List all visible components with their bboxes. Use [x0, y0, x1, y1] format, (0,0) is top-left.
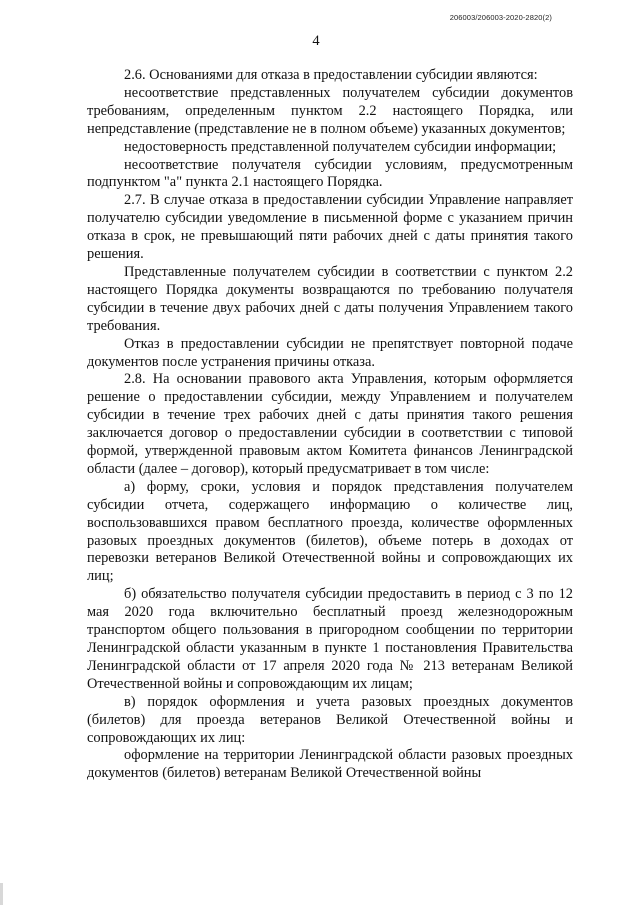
paragraph-refusal-ground-2: недостоверность представленной получателем субсидии информации;	[124, 138, 557, 155]
document-id: 206003/206003-2020-2820(2)	[449, 13, 552, 22]
paragraph-2-7: 2.7. В случае отказа в предоставлении субсидии Управление направляет получателю субсидии уведомление в письменной форме с указанием причин отказа в срок, не превышающий пяти рабочих дней с даты принятия такого решения.	[87, 192, 573, 263]
page-number: 4	[312, 33, 320, 49]
scan-edge-mark	[0, 883, 3, 905]
document-body	[87, 67, 573, 783]
paragraph-refusal-ground-1: несоответствие представленных получателем субсидии документов требованиям, определенным пунктом 2.2 настоящего Порядка, или непредставление (представление не в полном объеме) указанных документов;	[87, 84, 573, 137]
paragraph-item-b: б) обязательство получателя субсидии предоставить в период с 3 по 12 мая 2020 года включительно бесплатный проезд железнодорожным транспортом общего пользования в пригородном сообщении по территории Ленинградской области указанным в пункте 1 постановления Правительства Ленинградской области от 17 апреля 2020 года № 213 ветеранам Великой Отечественной войны и сопровождающим их лицам;	[87, 586, 573, 692]
paragraph-item-v: в) порядок оформления и учета разовых проездных документов (билетов) для проезда ветеранов Великой Отечественной войны и сопровождающих их лиц:	[87, 693, 573, 746]
paragraph-2-6-heading: 2.6. Основаниями для отказа в предоставлении субсидии являются:	[124, 67, 538, 83]
paragraph-documents-return: Представленные получателем субсидии в соответствии с пунктом 2.2 настоящего Порядка документы возвращаются по требованию получателя субсидии в течение двух рабочих дней с даты получения Управлением такого требования.	[87, 263, 573, 334]
paragraph-resubmission: Отказ в предоставлении субсидии не препятствует повторной подаче документов после устранения причины отказа.	[87, 335, 573, 370]
paragraph-2-8: 2.8. На основании правового акта Управления, которым оформляется решение о предоставлении субсидии, между Управлением и получателем субсидии в течение трех рабочих дней с даты принятия такого решения заключается договор о предоставлении субсидии в соответствии с типовой формой, утвержденной правовым актом Комитета финансов Ленинградской области (далее – договор), который предусматривает в том числе:	[87, 371, 573, 477]
paragraph-ticket-issuance: оформление на территории Ленинградской области разовых проездных документов (билетов) ветеранам Великой Отечественной войны	[87, 747, 573, 782]
paragraph-item-a: а) форму, сроки, условия и порядок представления получателем субсидии отчета, содержащего информацию о количестве лиц, воспользовавшихся правом бесплатного проезда, количестве оформленных разовых проездных документов (билетов), объеме потерь в доходах от перевозки ветеранов Великой Отечественной войны и сопровождающих их лиц;	[87, 478, 573, 585]
paragraph-refusal-ground-3: несоответствие получателя субсидии условиям, предусмотренным подпунктом "а" пункта 2.1 настоящего Порядка.	[87, 156, 573, 191]
